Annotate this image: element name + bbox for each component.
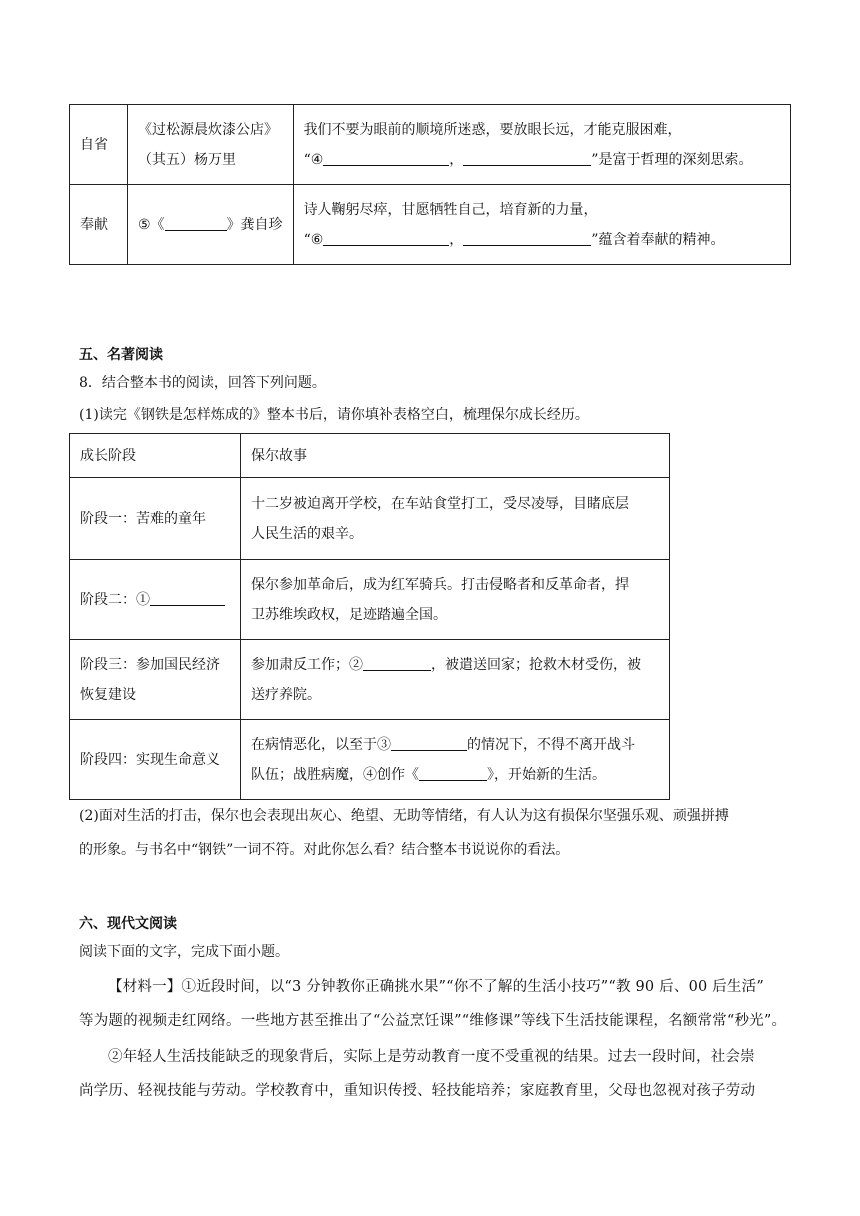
quote-prefix: “④ [303, 151, 324, 168]
story-blank-line [251, 650, 659, 680]
question-text: (1)读完《钢铁是怎样炼成的》整本书后，请你填补表格空白，梳理保尔成长经历。 [79, 407, 589, 423]
source-blank-line [138, 210, 283, 240]
description-text: 诗人鞠躬尽瘁，甘愿牺牲自己，培育新的力量， [303, 201, 598, 218]
quote-suffix: ”是富于哲理的深刻思索。 [591, 151, 753, 168]
story-text: 卫苏维埃政权，足迹踏遍全国。 [251, 606, 447, 623]
story-text: 在病情恶化，以至于③ [251, 736, 391, 753]
answer-blank[interactable] [323, 151, 449, 166]
answer-blank[interactable] [463, 151, 591, 166]
source-author: （其五）杨万里 [138, 151, 236, 168]
stage-text: 恢复建设 [80, 686, 136, 703]
table-row [70, 478, 670, 560]
story-cell [241, 478, 670, 560]
section-heading: 六、现代文阅读 [79, 916, 177, 932]
quote-suffix: ”蕴含着奉献的精神。 [591, 231, 725, 248]
answer-blank[interactable] [419, 766, 487, 781]
separator: ， [449, 231, 464, 248]
answer-blank[interactable] [463, 231, 591, 246]
description-blank-line [304, 145, 780, 175]
story-text: 人民生活的艰辛。 [251, 525, 363, 542]
question-text: 的形象。与书名中“钢铁”一词不符。对此你怎么看？结合整本书说说你的看法。 [79, 842, 570, 858]
story-text: 送疗养院。 [251, 686, 321, 703]
question-text: 8．结合整本书的阅读，回答下列问题。 [79, 375, 326, 391]
story-text: 的情况下，不得不离开战斗 [467, 736, 635, 753]
column-header: 保尔故事 [241, 434, 670, 478]
source-title: 《过松源晨炊漆公店》 [138, 121, 278, 138]
table-row [70, 560, 670, 640]
intro-text: 阅读下面的文字，完成下面小题。 [79, 944, 289, 960]
story-cell [241, 720, 670, 800]
description-blank-line [304, 225, 780, 255]
story-cell [241, 560, 670, 640]
story-text: 》，开始新的生活。 [487, 766, 606, 783]
answer-blank[interactable] [165, 216, 227, 231]
stage-text: 阶段二：① [80, 591, 150, 608]
section-heading: 五、名著阅读 [79, 347, 163, 363]
story-text: 参加肃反工作；② [251, 656, 363, 673]
quote-prefix: “⑥ [303, 231, 324, 248]
answer-blank[interactable] [150, 591, 225, 606]
answer-blank[interactable] [323, 231, 449, 246]
growth-stage-table [69, 433, 670, 800]
passage-text: 【材料一】①近段时间，以“3 分钟教你正确挑水果”“你不了解的生活小技巧”“教 90 后、00 后生活” [108, 979, 764, 995]
stage-cell [70, 640, 241, 720]
story-blank-line [251, 760, 659, 790]
table-header-row [70, 434, 670, 478]
stage-cell: 阶段四：实现生命意义 [70, 720, 241, 800]
description-cell [293, 105, 790, 185]
story-text: 队伍；战胜病魔，④创作《 [251, 766, 419, 783]
source-cell [128, 185, 294, 265]
description-text: 我们不要为眼前的顺境所迷惑，要放眼长远，才能克服困难， [303, 121, 682, 138]
table-row [70, 105, 791, 185]
stage-cell: 阶段一：苦难的童年 [70, 478, 241, 560]
table-row [70, 720, 670, 800]
poetry-theme-table [69, 104, 791, 265]
answer-blank[interactable] [363, 656, 431, 671]
table-row [70, 640, 670, 720]
story-blank-line [251, 730, 659, 760]
description-cell [293, 185, 790, 265]
story-text: ，被遣送回家；抢救木材受伤，被 [431, 656, 641, 673]
stage-cell [70, 560, 241, 640]
theme-cell: 奉献 [70, 185, 128, 265]
passage-text: 等为题的视频走红网络。一些地方甚至推出了“公益烹饪课”“维修课”等线下生活技能课程，名额常常“秒光”。 [79, 1013, 787, 1029]
question-text: (2)面对生活的打击，保尔也会表现出灰心、绝望、无助等情绪，有人认为这有损保尔坚强乐观、顽强拼搏 [79, 808, 729, 824]
source-prefix: ⑤《 [138, 216, 165, 233]
source-cell [128, 105, 294, 185]
story-text: 保尔参加革命后，成为红军骑兵。打击侵略者和反革命者，捍 [251, 576, 629, 593]
story-cell [241, 640, 670, 720]
table-row [70, 185, 791, 265]
story-text: 十二岁被迫离开学校，在车站食堂打工，受尽凌辱，目睹底层 [251, 495, 629, 512]
column-header: 成长阶段 [70, 434, 241, 478]
passage-text: 尚学历、轻视技能与劳动。学校教育中，重知识传授、轻技能培养；家庭教育里，父母也忽视对孩子劳动 [79, 1083, 756, 1099]
passage-text: ②年轻人生活技能缺乏的现象背后，实际上是劳动教育一度不受重视的结果。过去一段时间，社会崇 [108, 1049, 755, 1065]
stage-text: 阶段三：参加国民经济 [80, 656, 220, 673]
source-suffix: 》龚自珍 [226, 216, 283, 233]
answer-blank[interactable] [391, 736, 467, 751]
theme-cell: 自省 [70, 105, 128, 185]
separator: ， [449, 151, 464, 168]
